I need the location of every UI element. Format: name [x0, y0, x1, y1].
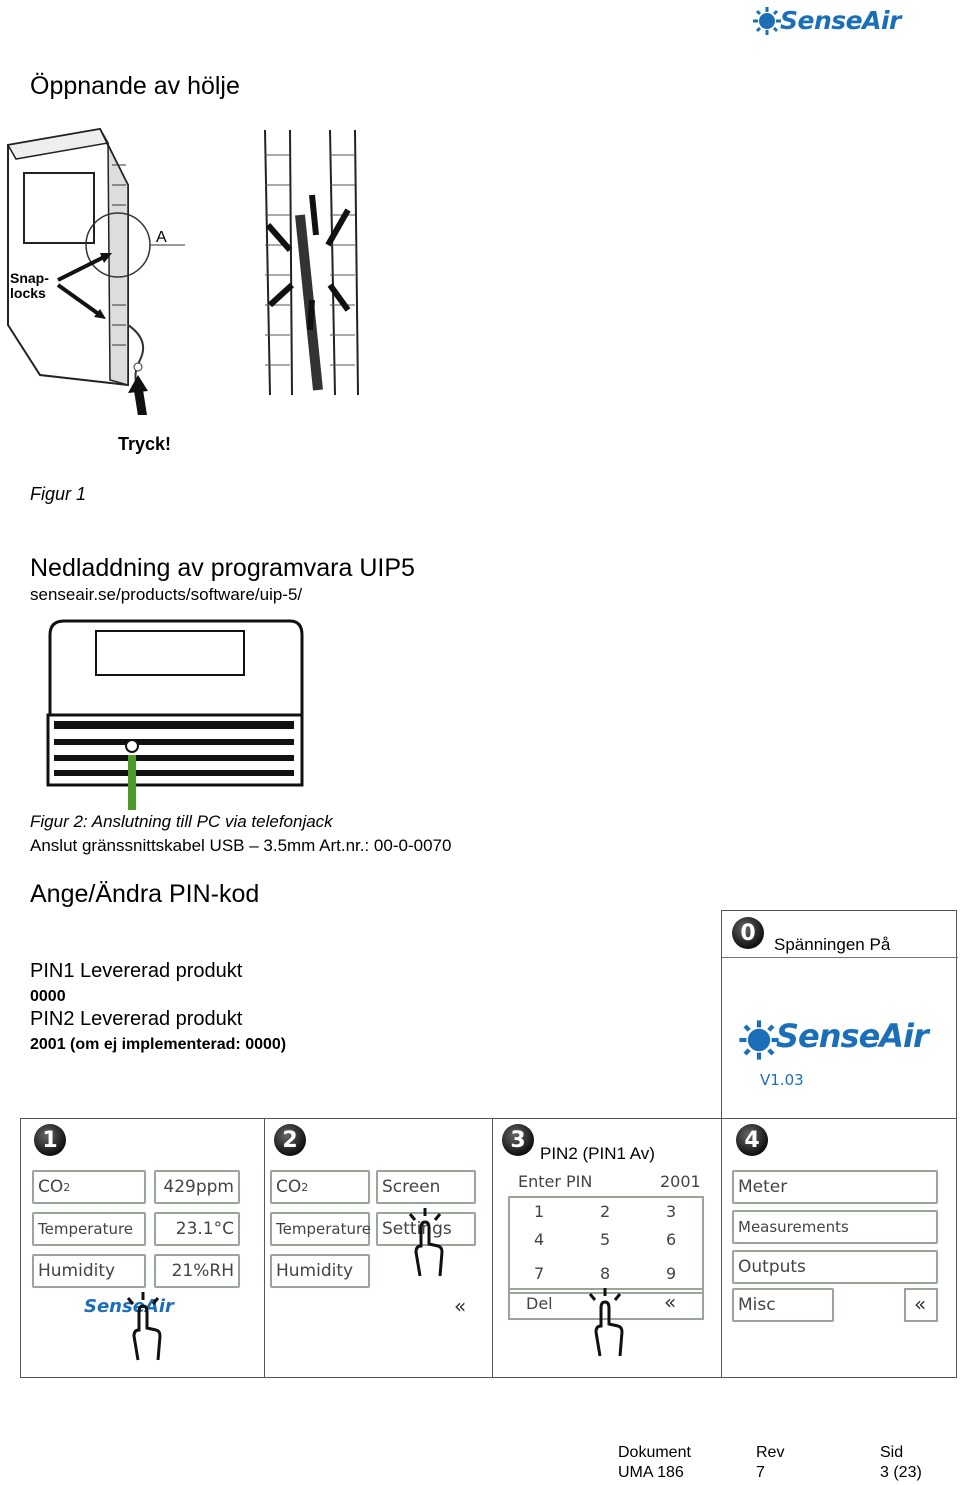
panel-power-on: [721, 910, 957, 1118]
panel1-logo[interactable]: SenseAir: [84, 1296, 174, 1317]
step-badge-1: 1: [34, 1124, 66, 1156]
measurements-item[interactable]: Measurements: [732, 1210, 938, 1244]
co2-label[interactable]: [270, 1170, 370, 1204]
step-badge-3: 3: [502, 1124, 534, 1156]
software-url[interactable]: senseair.se/products/software/uip-5/: [30, 585, 303, 604]
key-8[interactable]: 8: [600, 1264, 611, 1283]
enter-pin-label: Enter PIN: [518, 1172, 593, 1191]
panel0-title: Spänningen På: [774, 935, 891, 954]
back-button[interactable]: «: [914, 1292, 927, 1316]
figure-2-caption: Figur 2: Anslutning till PC via telefonjack: [30, 812, 333, 831]
housing-drawing: [0, 125, 380, 415]
logo-text: SenseAir: [780, 6, 901, 35]
snap-label-line2: locks: [10, 285, 46, 301]
section-title-pin: Ange/Ändra PIN-kod: [30, 880, 260, 908]
sun-icon: [752, 6, 782, 36]
misc-item[interactable]: Misc: [732, 1288, 834, 1322]
step-badge-0: 0: [732, 917, 764, 949]
figure-2-device: [40, 615, 310, 815]
tap-hand-icon: [402, 1206, 448, 1286]
sid-label: Sid: [880, 1444, 904, 1461]
settings-button[interactable]: Settings: [376, 1212, 476, 1246]
humidity-label[interactable]: Humidity: [270, 1254, 370, 1288]
key-1[interactable]: 1: [534, 1202, 545, 1221]
senseair-logo: [752, 4, 922, 38]
co2-text: CO: [276, 1177, 302, 1197]
panel0-logo-text: SenseAir: [776, 1017, 928, 1055]
sun-icon: [738, 1019, 780, 1061]
key-5[interactable]: 5: [600, 1230, 611, 1249]
step-badge-4: 4: [736, 1124, 768, 1156]
sid-value: 3 (23): [880, 1464, 922, 1481]
pin1-value: 0000: [30, 988, 66, 1005]
back-button[interactable]: «: [454, 1294, 467, 1318]
outputs-item[interactable]: Outputs: [732, 1250, 938, 1284]
key-7[interactable]: 7: [534, 1264, 545, 1283]
section-title-opening: Öppnande av hölje: [30, 72, 240, 100]
co2-label[interactable]: [32, 1170, 146, 1204]
key-3[interactable]: 3: [666, 1202, 677, 1221]
key-4[interactable]: 4: [534, 1230, 545, 1249]
divider-1: [264, 1118, 265, 1378]
version-label: V1.03: [760, 1071, 804, 1089]
co2-subscript: 2: [63, 1180, 71, 1194]
key-6[interactable]: 6: [666, 1230, 677, 1249]
cable-instruction: Anslut gränssnittskabel USB – 3.5mm Art.nr.: 00-0-0070: [30, 836, 452, 855]
snap-locks-label: [10, 271, 49, 301]
co2-subscript: 2: [301, 1180, 309, 1194]
rev-value: 7: [756, 1464, 765, 1481]
back-button[interactable]: «: [664, 1290, 677, 1314]
co2-text: CO: [38, 1177, 64, 1197]
delete-key[interactable]: Del: [526, 1294, 553, 1313]
tap-hand-icon: [582, 1286, 628, 1366]
meter-item[interactable]: Meter: [732, 1170, 938, 1204]
panel3-title: PIN2 (PIN1 Av): [540, 1144, 655, 1163]
co2-value: 429ppm: [154, 1170, 240, 1204]
tap-hand-icon: [120, 1290, 166, 1370]
dokument-value: UMA 186: [618, 1464, 684, 1481]
divider-3: [721, 1118, 722, 1378]
panel0-divider: [722, 957, 958, 958]
press-label: Tryck!: [118, 434, 172, 454]
pin2-label: PIN2 Levererad produkt: [30, 1008, 243, 1030]
rev-label: Rev: [756, 1444, 785, 1461]
pin2-value: 2001 (om ej implementerad: 0000): [30, 1036, 287, 1053]
figure-1-housing: [0, 125, 380, 415]
snap-label-line1: Snap-: [10, 270, 49, 286]
dokument-label: Dokument: [618, 1444, 691, 1461]
humidity-value: 21%RH: [154, 1254, 240, 1288]
key-9[interactable]: 9: [666, 1264, 677, 1283]
temperature-label[interactable]: Temperature: [32, 1212, 146, 1246]
humidity-label[interactable]: Humidity: [32, 1254, 146, 1288]
step-badge-2: 2: [274, 1124, 306, 1156]
enter-pin-value: 2001: [660, 1172, 701, 1191]
temperature-value: 23.1°C: [154, 1212, 240, 1246]
divider-2: [492, 1118, 493, 1378]
callout-letter: A: [156, 229, 167, 246]
key-2[interactable]: 2: [600, 1202, 611, 1221]
temperature-label[interactable]: Temperature: [270, 1212, 370, 1246]
section-title-download: Nedladdning av programvara UIP5: [30, 554, 415, 582]
screen-button[interactable]: Screen: [376, 1170, 476, 1204]
figure-1-caption: Figur 1: [30, 484, 87, 504]
pin1-label: PIN1 Levererad produkt: [30, 960, 243, 982]
device-drawing: [40, 615, 310, 815]
